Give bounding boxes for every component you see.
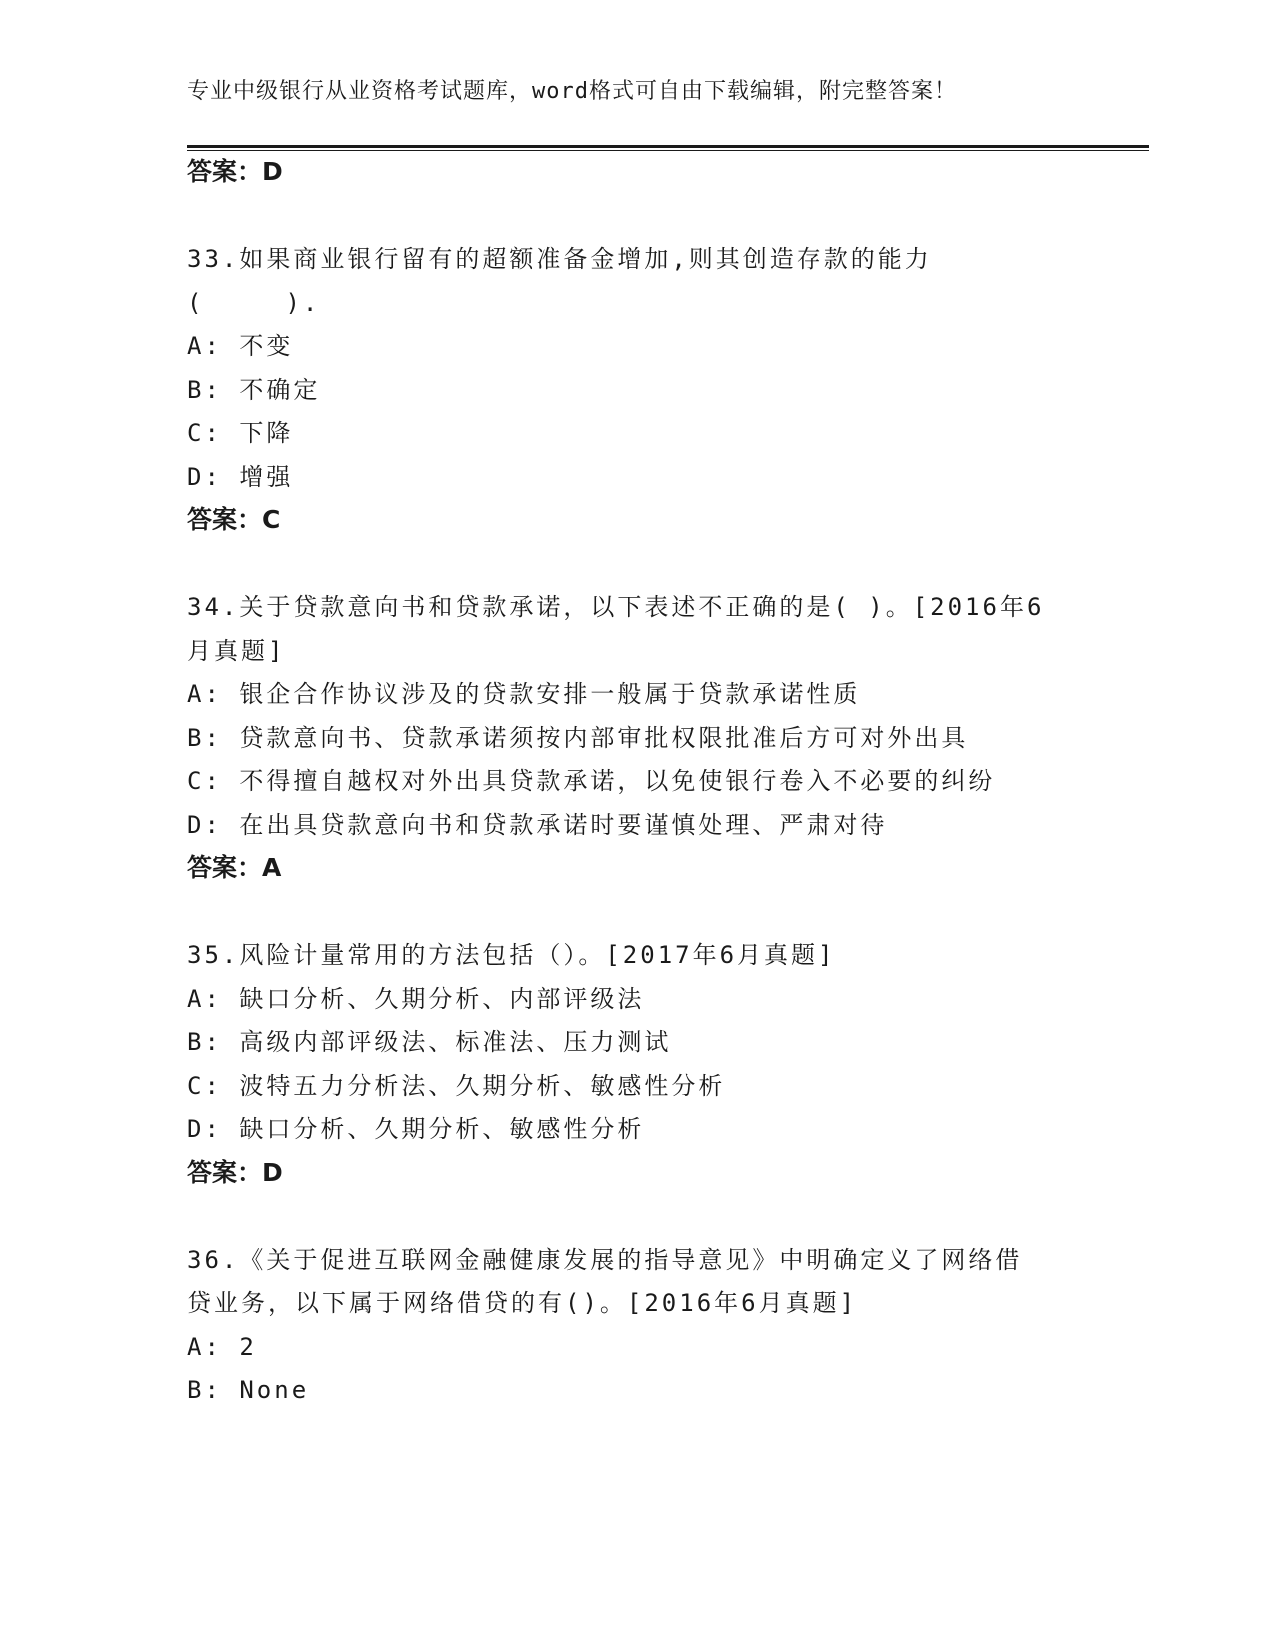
q36-stem-line1: 36.《关于促进互联网金融健康发展的指导意见》中明确定义了网络借 <box>187 1246 1023 1274</box>
q34-stem-line1: 34.关于贷款意向书和贷款承诺，以下表述不正确的是( )。[2016年6 <box>187 593 1045 621</box>
q35-option-c: C: 波特五力分析法、久期分析、敏感性分析 <box>187 1072 726 1100</box>
q35-option-d: D: 缺口分析、久期分析、敏感性分析 <box>187 1115 645 1143</box>
q33-option-d: D: 增强 <box>187 463 294 491</box>
q36-stem-line2: 贷业务，以下属于网络借贷的有()。[2016年6月真题] <box>187 1289 858 1317</box>
q33-answer: 答案：C <box>187 505 281 534</box>
q34-option-d: D: 在出具贷款意向书和贷款承诺时要谨慎处理、严肃对待 <box>187 811 888 839</box>
q34-option-c: C: 不得擅自越权对外出具贷款承诺，以免使银行卷入不必要的纠纷 <box>187 767 996 795</box>
answer-32: 答案：D <box>187 157 283 186</box>
page-header: 专业中级银行从业资格考试题库，word格式可自由下载编辑，附完整答案！ <box>187 79 957 104</box>
q34-option-b: B: 贷款意向书、贷款承诺须按内部审批权限批准后方可对外出具 <box>187 724 969 752</box>
q33-stem-line1: 33.如果商业银行留有的超额准备金增加,则其创造存款的能力 <box>187 245 932 273</box>
q36-option-b: B: None <box>187 1376 310 1404</box>
q33-option-c: C: 下降 <box>187 419 294 447</box>
q35-option-a: A: 缺口分析、久期分析、内部评级法 <box>187 985 645 1013</box>
q36-option-a: A: 2 <box>187 1333 257 1361</box>
q34-answer: 答案：A <box>187 853 282 882</box>
q35-answer: 答案：D <box>187 1158 283 1187</box>
q34-stem-line2: 月真题] <box>187 637 286 665</box>
q35-option-b: B: 高级内部评级法、标准法、压力测试 <box>187 1028 672 1056</box>
header-rule-thin <box>187 150 1149 151</box>
q33-stem-line2: ( ). <box>187 289 321 317</box>
q35-stem-line1: 35.风险计量常用的方法包括（）。[2017年6月真题] <box>187 941 836 969</box>
q33-option-b: B: 不确定 <box>187 376 321 404</box>
header-rule-thick <box>187 145 1149 148</box>
q34-option-a: A: 银企合作协议涉及的贷款安排一般属于贷款承诺性质 <box>187 680 861 708</box>
q33-option-a: A: 不变 <box>187 332 294 360</box>
